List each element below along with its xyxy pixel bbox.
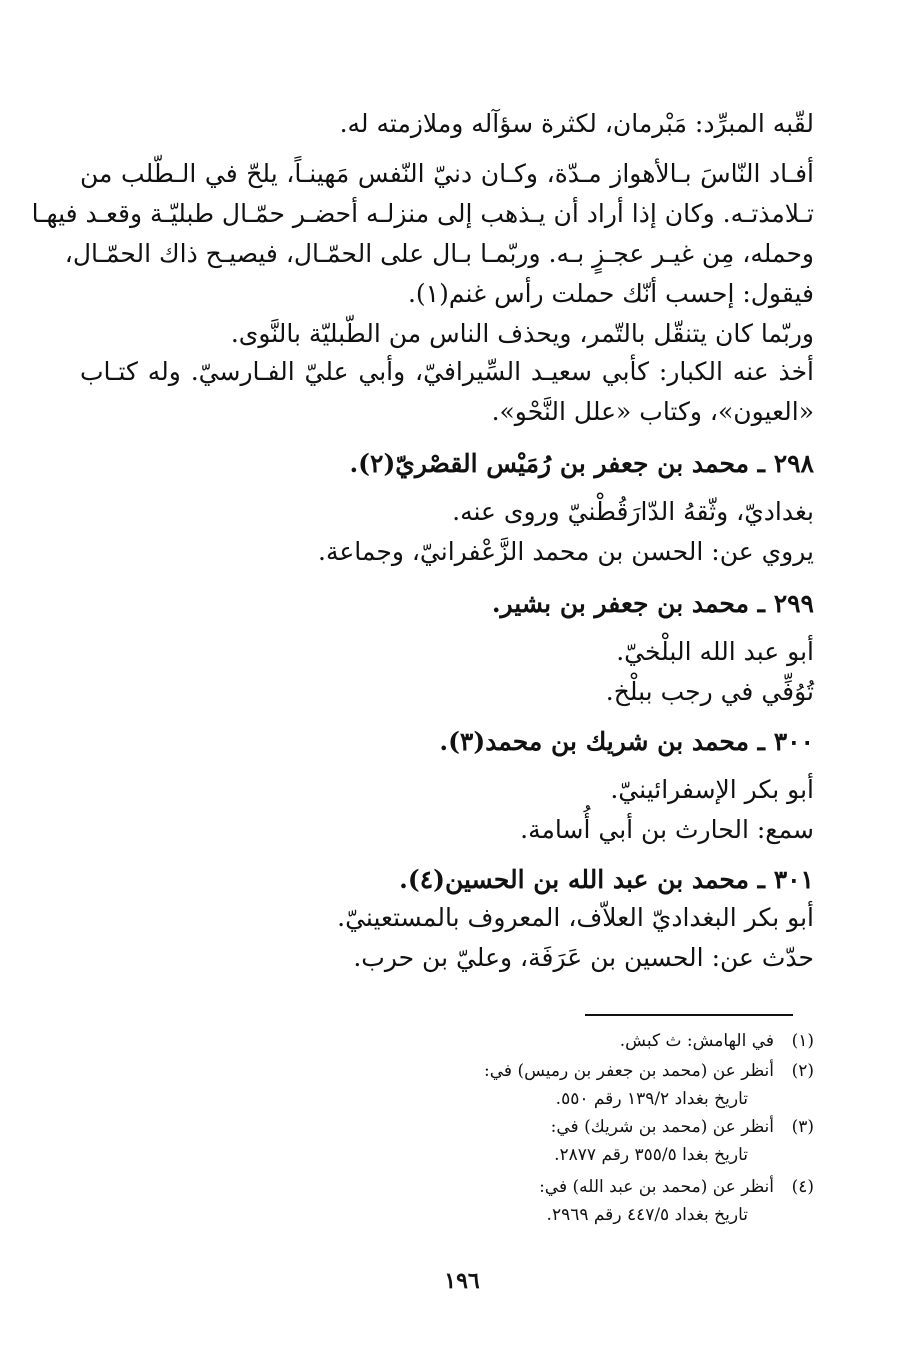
footnote [414,1058,814,1084]
footnote-number: (٢) [791,1061,814,1081]
entry-line: أبو بكر الإسفرائينيّ. [610,775,814,804]
footnote [414,1174,814,1200]
entry-line: سمع: الحارث بن أبي أُسامة. [520,815,814,844]
entry-heading: ٢٩٨ ـ محمد بن جعفر بن رُمَيْس القصْريّ(٢). [349,449,814,478]
entry-line: أبو عبد الله البلْخيّ. [616,637,814,666]
footnote-number: (١) [791,1031,814,1051]
body-line: «العيون»، وكتاب «علل النَّحْو». [491,397,814,426]
footnote-text: أنظر عن (محمد بن جعفر بن رميس) في: [484,1061,774,1081]
body-line: أخذ عنه الكبار: كأبي سعيـد السِّيرافيّ، وأبي عليّ الفـارسيّ. وله كتـاب [80,357,814,386]
footnote [414,1028,814,1054]
body-line: أفـاد النّاسَ بـالأهواز مـدّة، وكـان دنيّ النّفس مَهينـاً، يلحّ في الـطّلب من [80,159,814,188]
entry-line: يروي عن: الحسن بن محمد الزَّعْفرانيّ، وجماعة. [318,537,814,566]
page-number: ١٩٦ [444,1268,480,1294]
footnote-text: تاريخ بغدا ٣٥٥/٥ رقم ٢٨٧٧. [554,1145,748,1165]
footnote [414,1114,814,1140]
footnote-separator [585,1014,793,1016]
body-line: وحمله، مِن غيـر عجـزٍ بـه. وربّمـا بـال على الحمّـال، فيصيـح ذاك الحمّـال، [64,239,814,268]
footnote-number: (٤) [791,1177,814,1197]
entry-heading: ٣٠١ ـ محمد بن عبد الله بن الحسين(٤). [399,865,814,894]
footnote-text: أنظر عن (محمد بن عبد الله) في: [539,1177,774,1197]
entry-line: أبو بكر البغداديّ العلاّف، المعروف بالمستعينيّ. [337,903,814,932]
body-line: لقّبه المبرِّد: مَبْرمان، لكثرة سؤآله وملازمته له. [339,109,814,138]
footnote-text: تاريخ بغداد ٤٤٧/٥ رقم ٢٩٦٩. [546,1205,748,1225]
entry-line: حدّث عن: الحسين بن عَرَفَة، وعليّ بن حرب. [353,943,814,972]
entry-line: تُوُفِّي في رجب ببلْخ. [605,677,814,706]
footnote-number: (٣) [791,1117,814,1137]
entry-heading: ٣٠٠ ـ محمد بن شريك بن محمد(٣). [439,727,814,756]
entry-line: بغداديّ، وثّقهُ الدّارَقُطْنيّ وروى عنه. [452,497,814,526]
footnote-text: أنظر عن (محمد بن شريك) في: [550,1117,774,1137]
body-line: تـلامذتـه. وكان إذا أراد أن يـذهب إلى منزلـه أحضـر حمّـال طبليّـة وقعـد فيهـا [31,199,814,228]
footnote-text: تاريخ بغداد ١٣٩/٢ رقم ٥٥٠. [555,1089,748,1109]
body-line: فيقول: إحسب أنّك حملت رأس غنم(١). [407,279,814,308]
entry-heading: ٢٩٩ ـ محمد بن جعفر بن بشير. [491,589,814,618]
footnote-text: في الهامش: ث كبش. [619,1031,774,1051]
body-line: وربّما كان يتنقّل بالتّمر، ويحذف الناس من الطّبليّة بالنَّوى. [230,319,814,348]
